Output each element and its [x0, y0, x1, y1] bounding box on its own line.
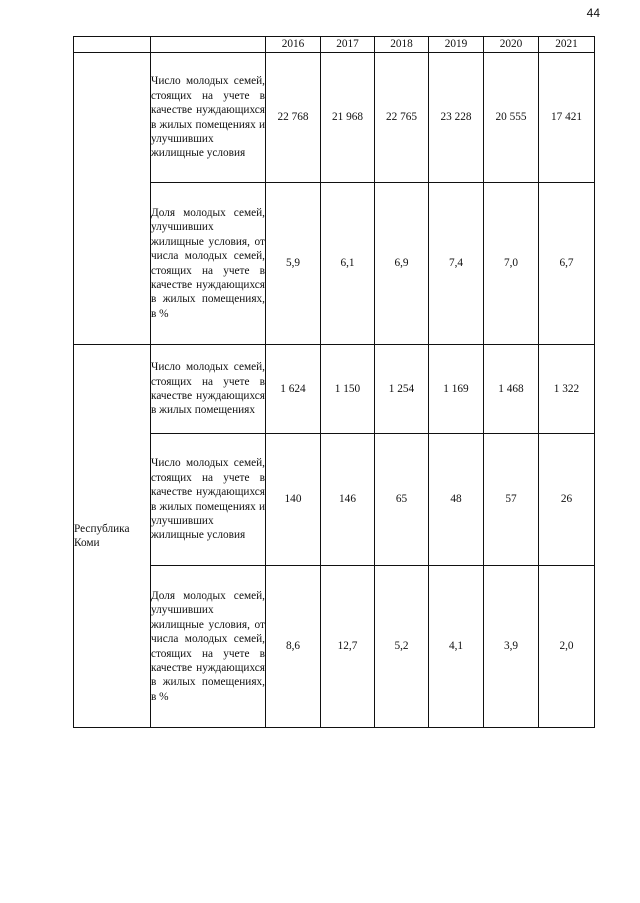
indicator-label: Доля молодых семей, улучшивших жилищные условия, от числа молодых семей, стоящих на учете в качестве нуждающихся в жилых помещениях, в % [151, 206, 265, 320]
value-cell: 3,9 [484, 566, 539, 728]
value-cell: 65 [375, 434, 429, 566]
year-header-cell: 2020 [484, 37, 539, 53]
value-cell: 1 322 [539, 345, 595, 434]
year-header-cell: 2019 [429, 37, 484, 53]
value-cell: 1 468 [484, 345, 539, 434]
year-header-cell: 2018 [375, 37, 429, 53]
indicator-label: Число молодых семей, стоящих на учете в качестве нуждающихся в жилых помещениях [151, 361, 265, 417]
value-cell: 6,1 [321, 183, 375, 345]
value-cell: 22 765 [375, 53, 429, 183]
table-row [74, 566, 595, 728]
value-cell: 20 555 [484, 53, 539, 183]
value-cell: 4,1 [429, 566, 484, 728]
table-row [74, 345, 595, 434]
value-cell: 22 768 [266, 53, 321, 183]
year-header-cell: 2017 [321, 37, 375, 53]
year-header-cell: 2016 [266, 37, 321, 53]
indicator-label: Число молодых семей, стоящих на учете в качестве нуждающихся в жилых помещениях и улучшивших жилищные условия [151, 457, 265, 542]
value-cell: 8,6 [266, 566, 321, 728]
statistics-table [73, 36, 595, 728]
value-cell: 17 421 [539, 53, 595, 183]
table-row [74, 183, 595, 345]
value-cell: 57 [484, 434, 539, 566]
value-cell: 1 254 [375, 345, 429, 434]
value-cell: 7,0 [484, 183, 539, 345]
value-cell: 5,2 [375, 566, 429, 728]
value-cell: 12,7 [321, 566, 375, 728]
value-cell: 23 228 [429, 53, 484, 183]
value-cell: 1 169 [429, 345, 484, 434]
value-cell: 1 150 [321, 345, 375, 434]
table-row [74, 434, 595, 566]
value-cell: 21 968 [321, 53, 375, 183]
year-header-cell: 2021 [539, 37, 595, 53]
page-number: 44 [586, 6, 600, 20]
indicator-label: Число молодых семей, стоящих на учете в качестве нуждающихся в жилых помещениях и улучшивших жилищные условия [151, 75, 265, 160]
indicator-label-cell [151, 434, 266, 566]
value-cell: 6,7 [539, 183, 595, 345]
header-empty-cell [151, 37, 266, 53]
value-cell: 140 [266, 434, 321, 566]
table-row [74, 53, 595, 183]
indicator-label: Доля молодых семей, улучшивших жилищные условия, от числа молодых семей, стоящих на учете в качестве нуждающихся в жилых помещениях, в % [151, 589, 265, 703]
value-cell: 1 624 [266, 345, 321, 434]
value-cell: 146 [321, 434, 375, 566]
indicator-label-cell [151, 53, 266, 183]
header-empty-cell [74, 37, 151, 53]
value-cell: 7,4 [429, 183, 484, 345]
indicator-label-cell [151, 183, 266, 345]
table-header-row [74, 37, 595, 53]
value-cell: 48 [429, 434, 484, 566]
indicator-label-cell [151, 345, 266, 434]
region-cell [74, 53, 151, 345]
value-cell: 2,0 [539, 566, 595, 728]
indicator-label-cell [151, 566, 266, 728]
region-cell: Республика Коми [74, 345, 151, 728]
value-cell: 5,9 [266, 183, 321, 345]
value-cell: 6,9 [375, 183, 429, 345]
value-cell: 26 [539, 434, 595, 566]
